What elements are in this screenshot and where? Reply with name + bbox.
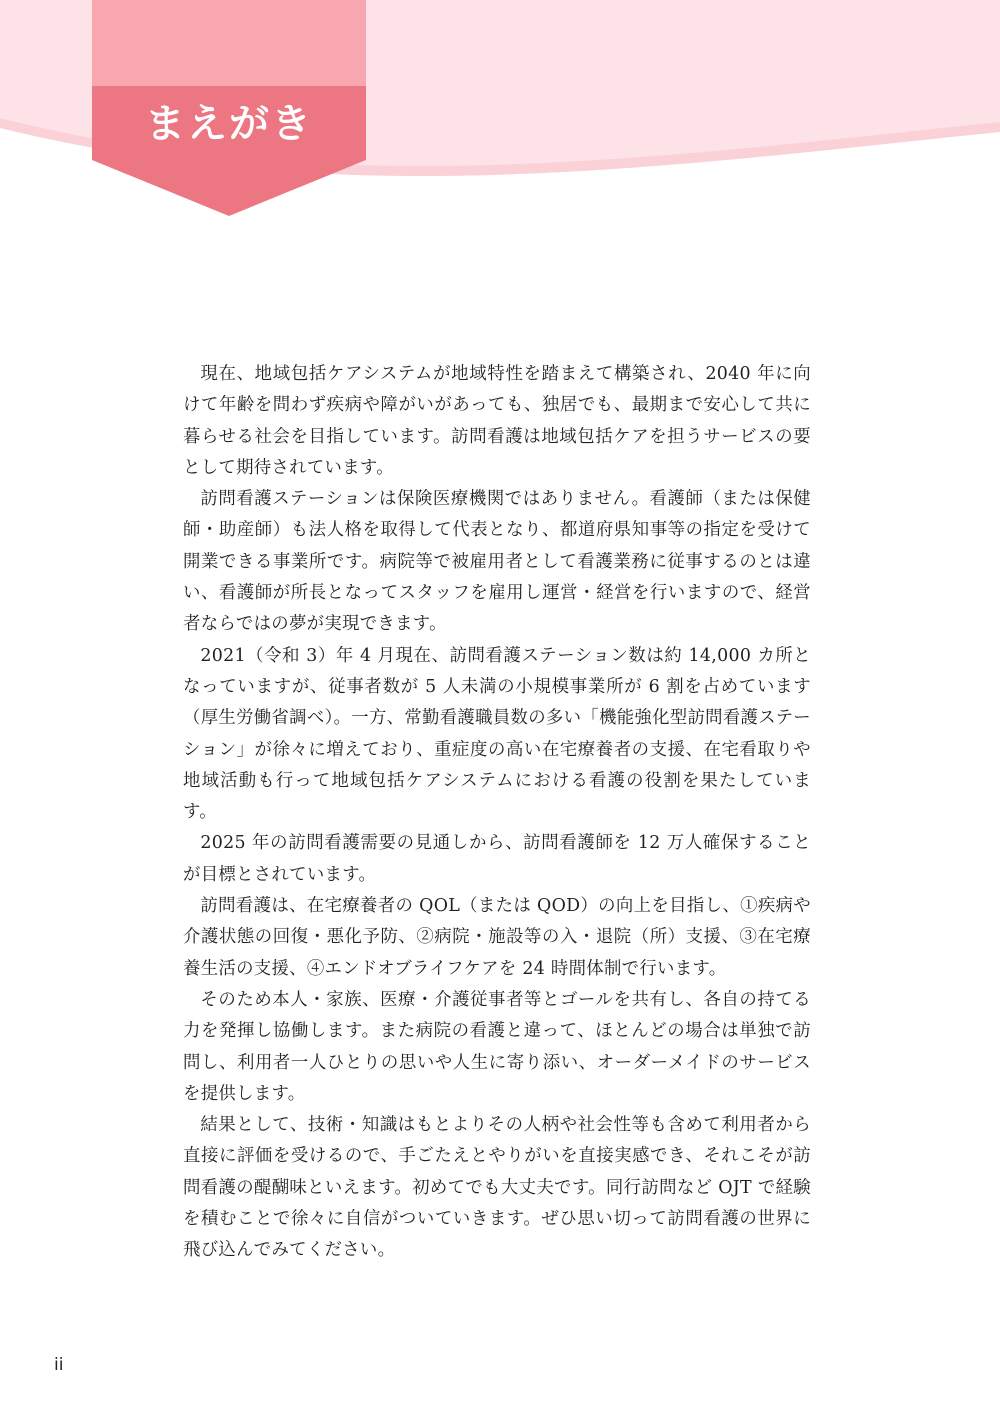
paragraph: 現在、地域包括ケアシステムが地域特性を踏まえて構築され、2040 年に向けて年齢を問わず疾病や障がいがあっても、独居でも、最期まで安心して共に暮らせる社会を目指しています。訪問看護は地域包括ケアを担うサービスの要として期待されています。 <box>183 364 811 478</box>
paragraph: 2021（令和 3）年 4 月現在、訪問看護ステーション数は約 14,000 カ所となっていますが、従事者数が 5 人未満の小規模事業所が 6 割を占めています（厚生労働省調べ）。一方、常勤看護職員数の多い「機能強化型訪問看護ステーション」が徐々に増えており、重症度の高い在宅療養者の支援、在宅看取りや地域活動も行って地域包括ケアシステムにおける看護の役割を果たしています。 <box>183 645 811 823</box>
paragraph: 訪問看護ステーションは保険医療機関ではありません。看護師（または保健師・助産師）も法人格を取得して代表となり、都道府県知事等の指定を受けて開業できる事業所です。病院等で被雇用者として看護業務に従事するのとは違い、看護師が所長となってスタッフを雇用し運営・経営を行いますので、経営者ならではの夢が実現できます。 <box>183 489 811 635</box>
page-number: ii <box>54 1355 64 1375</box>
paragraph: そのため本人・家族、医療・介護従事者等とゴールを共有し、各自の持てる力を発揮し協働します。また病院の看護と違って、ほとんどの場合は単独で訪問し、利用者一人ひとりの思いや人生に寄り添い、オーダーメイドのサービスを提供します。 <box>183 989 811 1104</box>
paragraph: 訪問看護は、在宅療養者の QOL（または QOD）の向上を目指し、①疾病や介護状態の回復・悪化予防、②病院・施設等の入・退院（所）支援、③在宅療養生活の支援、④エンドオブライフケアを 24 時間体制で行います。 <box>183 896 811 979</box>
page-title: まえがき <box>145 101 313 147</box>
paragraph: 2025 年の訪問看護需要の見通しから、訪問看護師を 12 万人確保することが目標とされています。 <box>183 833 811 885</box>
title-tab-top <box>92 0 366 88</box>
preface-body <box>183 359 811 1267</box>
paragraph: 結果として、技術・知識はもとよりその人柄や社会性等も含めて利用者から直接に評価を受けるので、手ごたえとやりがいを直接実感でき、それこそが訪問看護の醍醐味といえます。初めてでも大丈夫です。同行訪問など OJT で経験を積むことで徐々に自信がついていきます。ぜひ思い切って訪問看護の世界に飛び込んでみてください。 <box>183 1115 811 1261</box>
